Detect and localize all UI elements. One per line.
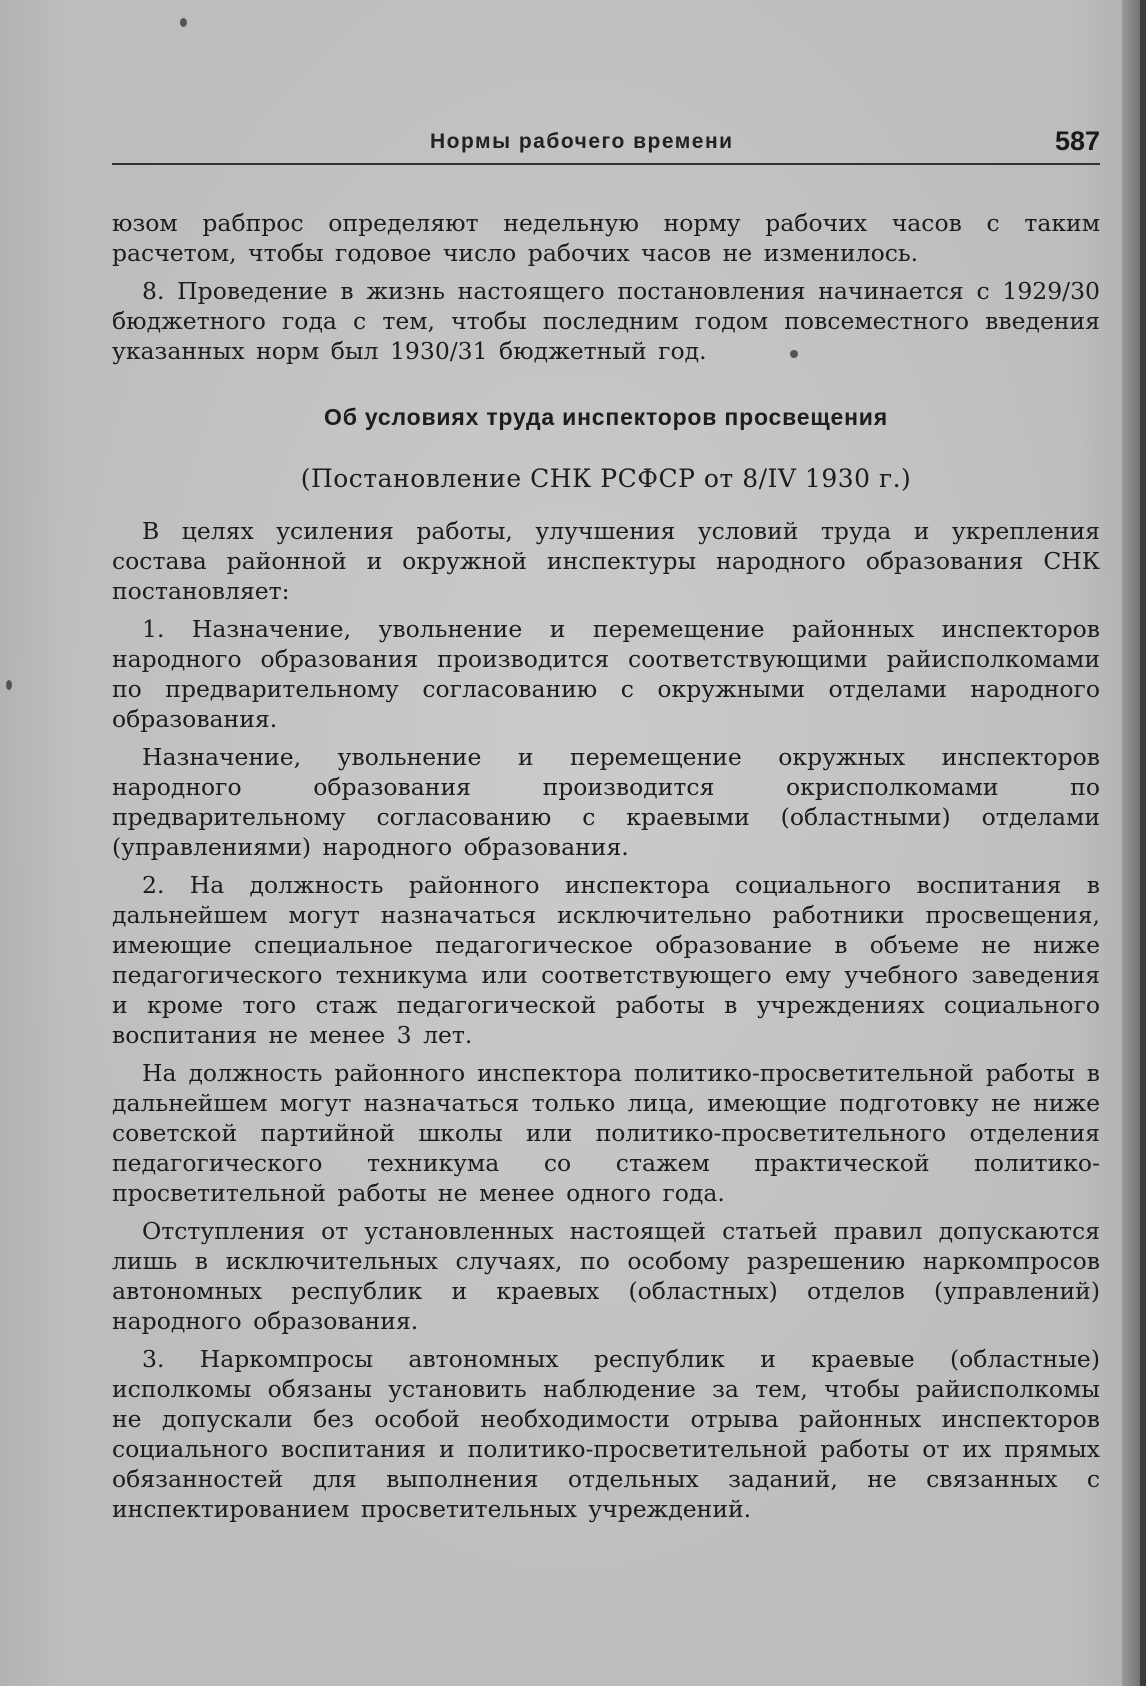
clause-2-continuation: На должность районного инспектора политико-просветительной работы в дальнейшем могут назначаться только лица, имеющие подготовку не ниже советской партийной школы или политико-просветительного отделения педагогического техникума со стажем практической политико-просветительной работы не менее одного года. [112, 1059, 1100, 1207]
page-header [112, 122, 1100, 164]
clause-2-paragraph: 2. На должность районного инспектора социального воспитания в дальнейшем могут назначаться исключительно работники просвещения, имеющие специальное педагогическое образование в объеме не ниже педагогического техникума или соответствующего ему учебного заведения и кроме того стаж педагогической работы в учреждениях социального воспитания не менее 3 лет. [112, 871, 1100, 1049]
clause-3-paragraph: 3. Наркомпросы автономных республик и краевые (областные) исполкомы обязаны установить наблюдение за тем, чтобы райисполкомы не допускали без особой необходимости отрыва районных инспекторов социального воспитания и политико-просветительной работы от их прямых обязанностей для выполнения отдельных заданий, не связанных с инспектированием просветительных учреждений. [112, 1345, 1100, 1523]
clause-8-paragraph: 8. Проведение в жизнь настоящего постановления начинается с 1929/30 бюджетного года с тем, чтобы последним годом повсеместного введения указанных норм был 1930/31 бюджетный год. [112, 277, 1100, 365]
running-title: Нормы рабочего времени [430, 130, 734, 153]
section-subtitle: (Постановление СНК РСФСР от 8/IV 1930 г.) [300, 464, 912, 493]
header-rule [112, 163, 1100, 165]
ink-speck [6, 680, 12, 690]
preamble-paragraph: В целях усиления работы, улучшения условий труда и укрепления состава районной и окружной инспектуры народного образования СНК постановляет: [112, 517, 1100, 605]
page-body [112, 208, 1100, 1532]
clause-1-paragraph: 1. Назначение, увольнение и перемещение районных инспекторов народного образования производится соответствующими райисполкомами по предварительному согласованию с окружными отделами народного образования. [112, 615, 1100, 733]
continuation-paragraph: юзом рабпрос определяют недельную норму рабочих часов с таким расчетом, чтобы годовое число рабочих часов не изменилось. [112, 209, 1100, 267]
page-edge-shadow [1122, 0, 1140, 1686]
clause-1-continuation: Назначение, увольнение и перемещение окружных инспекторов народного образования производится окрисполкомами по предварительному согласованию с краевыми (областными) отделами (управлениями) народного образования. [112, 743, 1100, 861]
ink-speck [180, 18, 187, 27]
clause-2-exceptions: Отступления от установленных настоящей статьей правил допускаются лишь в исключительных случаях, по особому разрешению наркомпросов автономных республик и краевых (областных) отделов (управлений) народного образования. [112, 1217, 1100, 1335]
page-number: 587 [1054, 126, 1100, 156]
section-title: Об условиях труда инспекторов просвещения [324, 404, 888, 430]
